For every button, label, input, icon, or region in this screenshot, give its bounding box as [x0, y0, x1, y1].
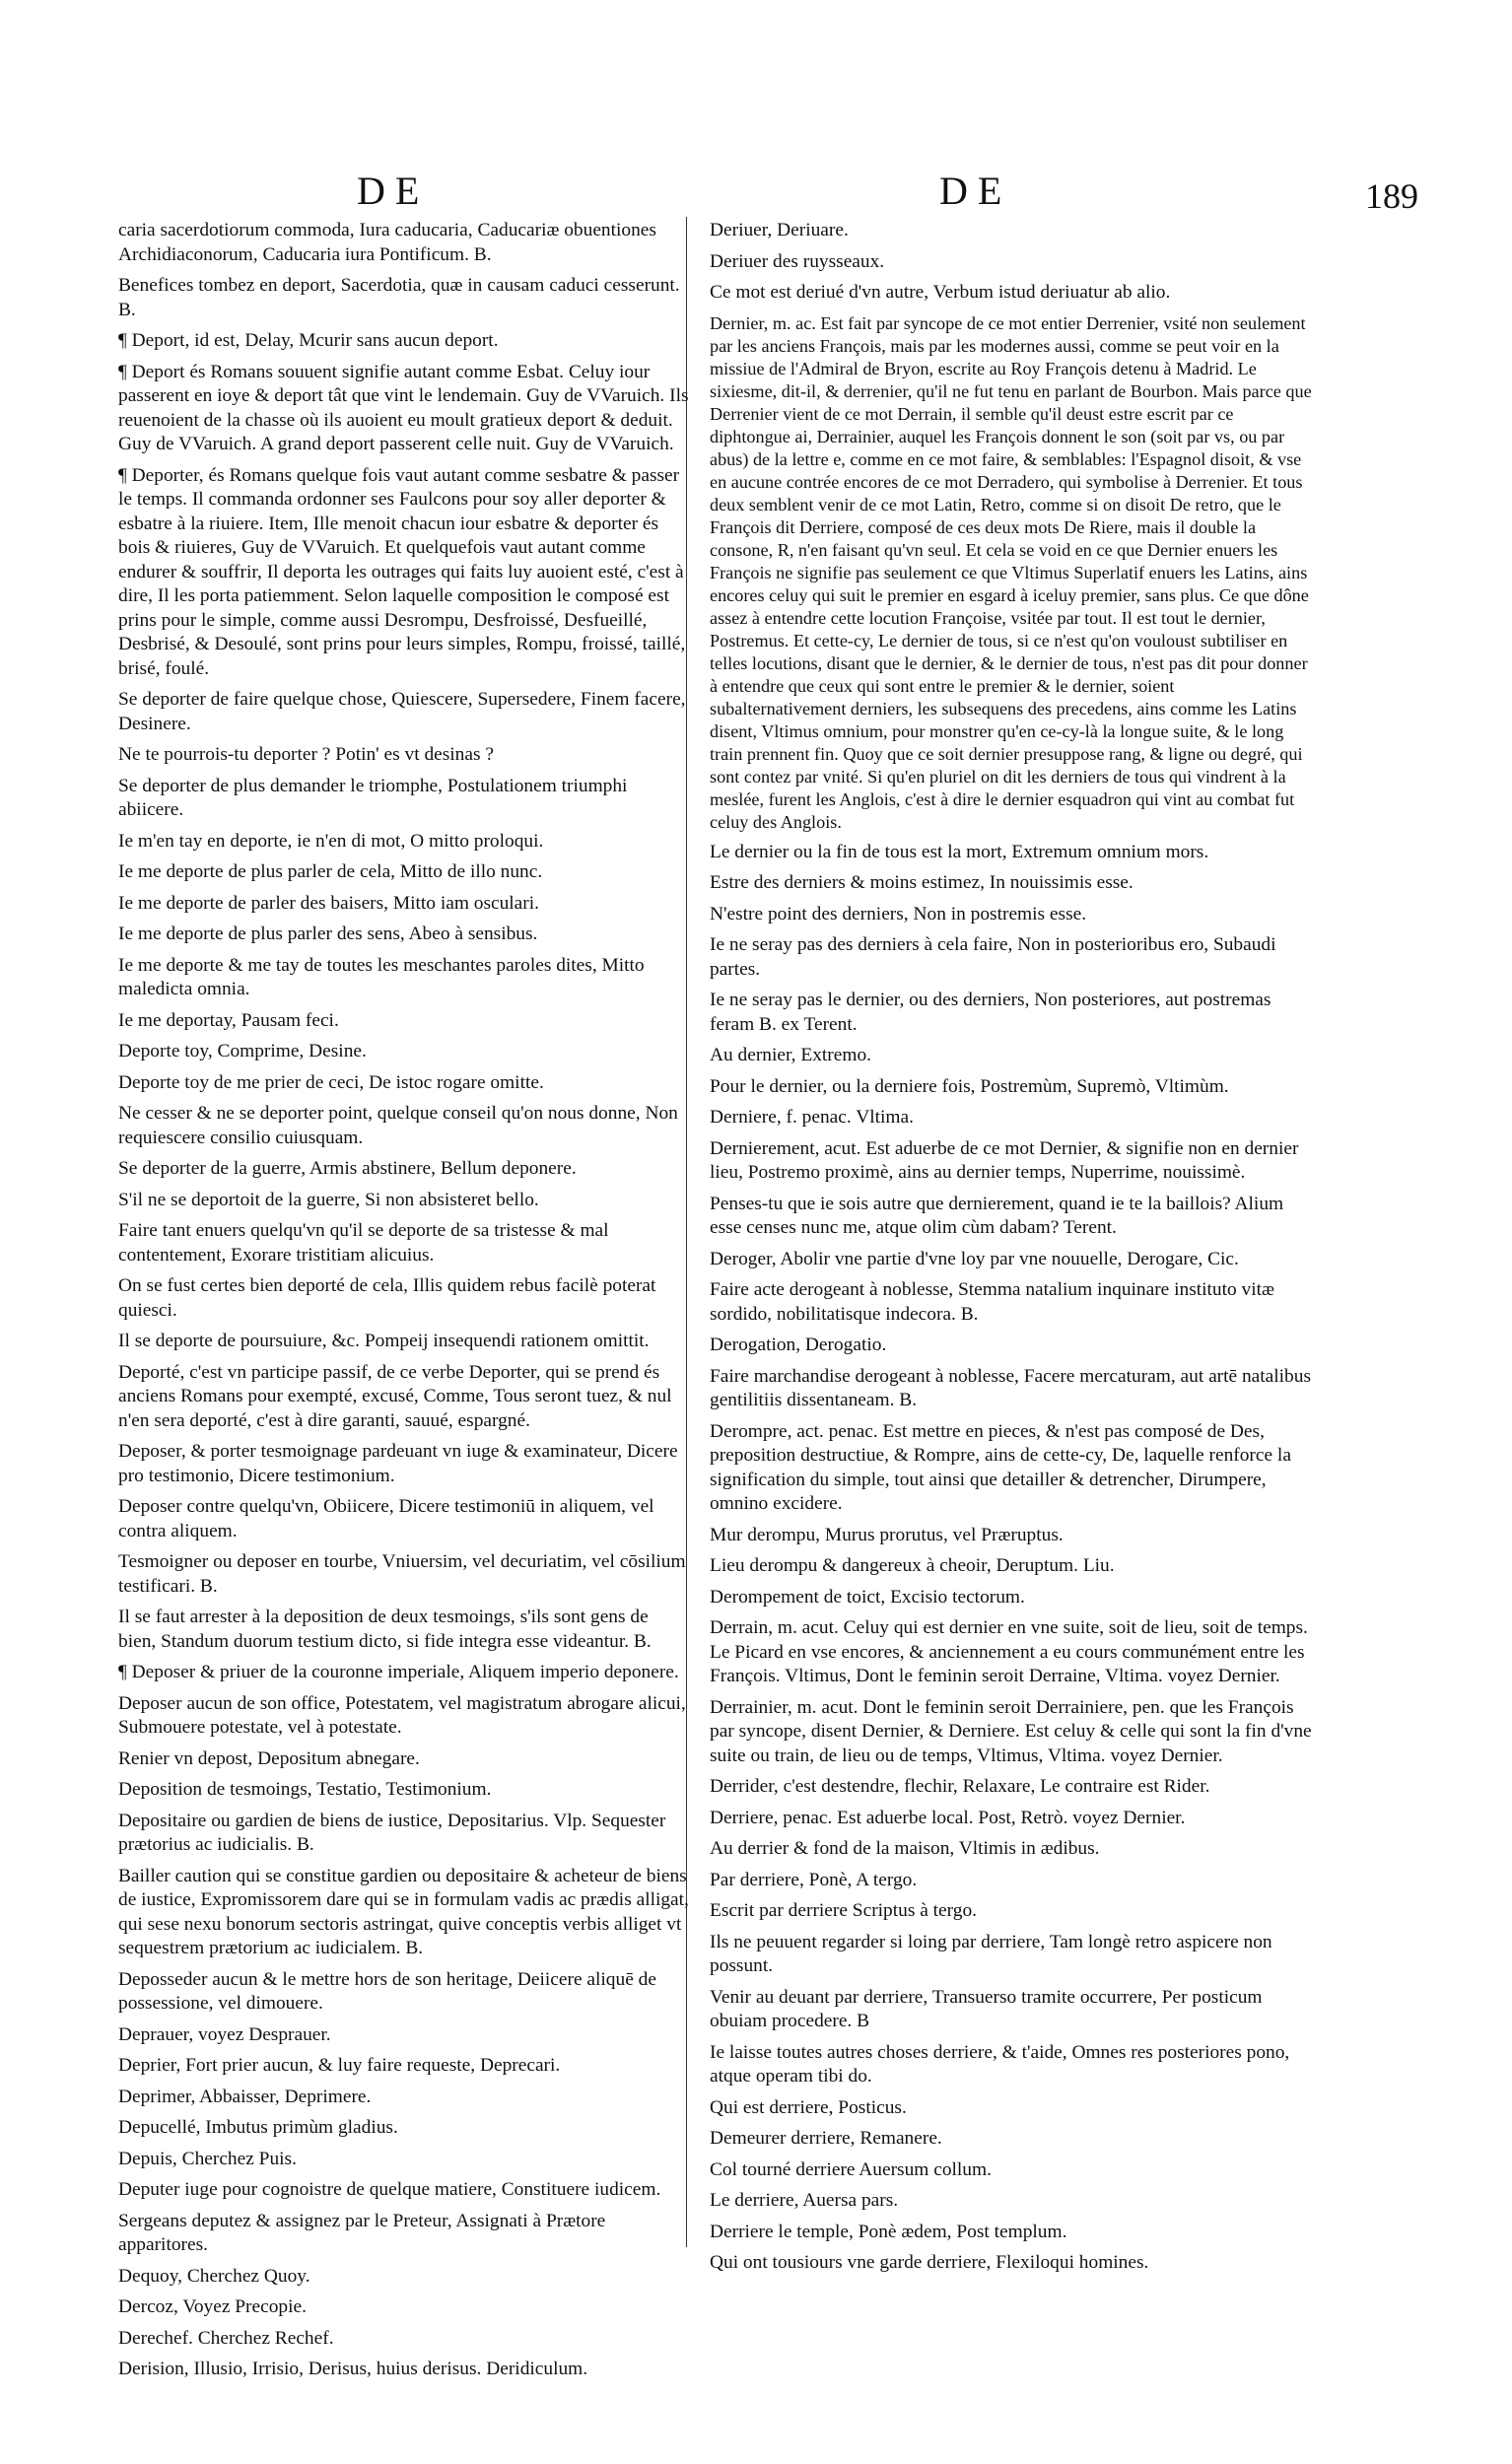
dictionary-entry: Deprauer, voyez Desprauer.	[118, 2023, 331, 2045]
dictionary-entry: Ie ne seray pas le dernier, ou des derniers, Non posteriores, aut postremas feram B. ex Terent.	[710, 990, 1271, 1035]
dictionary-entry: Derision, Illusio, Irrisio, Derisus, huius derisus. Deridiculum.	[118, 2359, 588, 2379]
dictionary-entry: Dernier, m. ac. Est fait par syncope de ce mot entier Derrenier, vsité non seulement par les anciens François, mais par les modernes aussi, comme se peut voir en la missiue de l'Admiral de Bryon, escrite au Roy François detenu à Madrid. Le sixiesme, dit-il, & derrenier, qu'il ne fut tenu en parlant de Bourbon. Mais parce que Derrenier vient de ce mot Derrain, il semble qu'il deust estre escrit par ce diphtongue ai, Derrainier, auquel les François donnent le son (soit par vs, ou par abus) de la lettre e, comme en ce mot faire, & semblables: l'Espagnol disoit, & vse en aucune contrée encores de ce mot Derradero, qui symbolise à Derrenier. Et tous deux semblent venir de ce mot Latin, Retro, comme si on disoit De retro, que le François dit Derriere, composé de ces deux mots De Riere, mais il double la consone, R, n'en faisant qu'vn seul. Et cela se void en ce que Dernier enuers les François ne signifie pas seulement ce que Vltimus Superlatif enuers les Latins, ains encores celuy qui suit le premier en esgard à iceluy premier, sans plus. Ce que dône assez à entendre cette locution Françoise, vsitée par tout. Il est tout le dernier, Postremus. Et cette-cy, Le dernier de tous, si ce n'est qu'on vouloust subtiliser en telles locutions, disant que le dernier, & le dernier de tous, n'est pas dit pour donner à entendre que ceux qui sont entre le premier & le dernier, soient subalternativement derniers, les subsequens des precedens, ains comme les Latins disent, Vltimus omnium, pour monstrer qu'en ce-cy-là la longue suite, & le long train prennent fin. Quoy que ce soit dernier presuppose rang, & ligne ou degré, qui sont contez par vnité. Si qu'en pluriel on dit les derniers de tous qui vindrent à la meslée, furent les Anglois, c'est à dire le dernier esquadron qui vint au combat fut celuy des Anglois.	[710, 312, 1312, 832]
dictionary-entry: Le dernier ou la fin de tous est la mort, Extremum omnium mors.	[710, 841, 1209, 862]
dictionary-entry: Depuis, Cherchez Puis.	[118, 2148, 297, 2169]
dictionary-entry: Depucellé, Imbutus primùm gladius.	[118, 2117, 398, 2138]
dictionary-entry: Deputer iuge pour cognoistre de quelque matiere, Constituere iudicem.	[118, 2179, 661, 2200]
dictionary-entry: Deprimer, Abbaisser, Deprimere.	[118, 2086, 372, 2107]
dictionary-entry: Faire marchandise derogeant à noblesse, Facere mercaturam, aut artē natalibus gentilitiis dissentaneam. B.	[710, 1365, 1311, 1410]
dictionary-entry: Deriuer des ruysseaux.	[710, 250, 885, 272]
dictionary-entry: Deporté, c'est vn participe passif, de ce verbe Deporter, qui se prend és anciens Romans pour exempté, excusé, Comme, Tous seront tuez, & nul n'en sera deporté, c'est à dire garanti, sauué, espargné.	[118, 1361, 672, 1431]
dictionary-entry: Derompement de toict, Excisio tectorum.	[710, 1586, 1025, 1608]
dictionary-entry: Ie m'en tay en deporte, ie n'en di mot, O mitto proloqui.	[118, 830, 544, 852]
running-head-left: DE	[357, 169, 430, 213]
left-column	[118, 219, 690, 2389]
dictionary-entry: Deporte toy de me prier de ceci, De istoc rogare omitte.	[118, 1071, 544, 1093]
dictionary-entry: Dercoz, Voyez Precopie.	[118, 2296, 307, 2317]
dictionary-entry: Derrain, m. acut. Celuy qui est dernier en vne suite, soit de lieu, soit de temps. Le Picard en vse encores, & anciennement a eu cours communément entre les François. Vltimus, Dont le feminin seroit Derraine, Vltima. voyez Dernier.	[710, 1617, 1308, 1686]
dictionary-entry: Ie laisse toutes autres choses derriere, & t'aide, Omnes res posteriores pono, atque operam tibi do.	[710, 2041, 1290, 2087]
right-column	[710, 219, 1313, 2283]
dictionary-entry: Ie ne seray pas des derniers à cela faire, Non in posterioribus ero, Subaudi partes.	[710, 934, 1276, 980]
dictionary-entry: Ie me deporte de plus parler de cela, Mitto de illo nunc.	[118, 861, 543, 882]
dictionary-entry: Au dernier, Extremo.	[710, 1045, 871, 1065]
dictionary-entry: Penses-tu que ie sois autre que dernierement, quand ie te la baillois? Alium esse censes nunc me, atque olim cùm dabam? Terent.	[710, 1193, 1284, 1238]
dictionary-entry: Ne te pourrois-tu deporter ? Potin' es vt desinas ?	[118, 744, 494, 765]
running-head-right: DE	[939, 169, 1012, 213]
dictionary-entry: Par derriere, Ponè, A tergo.	[710, 1869, 918, 1890]
dictionary-entry: Ce mot est deriué d'vn autre, Verbum istud deriuatur ab alio.	[710, 282, 1171, 303]
dictionary-entry: Ie me deportay, Pausam feci.	[118, 1009, 339, 1031]
dictionary-entry: Derrider, c'est destendre, flechir, Relaxare, Le contraire est Rider.	[710, 1776, 1210, 1797]
dictionary-entry: Deprier, Fort prier aucun, & luy faire requeste, Deprecari.	[118, 2055, 561, 2076]
dictionary-entry: Se deporter de la guerre, Armis abstinere, Bellum deponere.	[118, 1158, 577, 1179]
dictionary-entry: ¶ Deporter, és Romans quelque fois vaut autant comme sesbatre & passer le temps. Il commanda ordonner ses Faulcons pour soy aller deporter & esbatre à la riuiere. Item, Ille menoit chacun iour esbatre & deporter és bois & riuieres, Guy de VVaruich. Et quelquefois vaut autant comme endurer & souffrir, Il deporta les outrages qui faits luy auoient esté, c'est à dire, Il les porta patiemment. Selon laquelle composition le composé est prins pour le simple, comme aussi Desrompu, Desfroissé, Desfueillé, Desbrisé, & Desoulé, sont prins pour leurs simples, Rompu, froissé, taillé, brisé, foulé.	[118, 464, 686, 679]
dictionary-entry: Ie me deporte de plus parler des sens, Abeo à sensibus.	[118, 924, 538, 944]
dictionary-entry: Mur derompu, Murus prorutus, vel Præruptus.	[710, 1524, 1064, 1545]
dictionary-entry: Deposseder aucun & le mettre hors de son heritage, Deiicere aliquē de possessione, vel dimouere.	[118, 1968, 656, 2014]
dictionary-entry: Deriuer, Deriuare.	[710, 220, 849, 240]
dictionary-entry: Se deporter de faire quelque chose, Quiescere, Supersedere, Finem facere, Desinere.	[118, 689, 686, 734]
dictionary-entry: Il se deporte de poursuiure, &c. Pompeij insequendi rationem omittit.	[118, 1331, 650, 1351]
page-number: 189	[1365, 176, 1418, 216]
dictionary-entry: Tesmoigner ou deposer en tourbe, Vniuersim, vel decuriatim, vel cōsilium testificari. B.	[118, 1551, 686, 1597]
dictionary-entry: Derriere, penac. Est aduerbe local. Post, Retrò. voyez Dernier.	[710, 1807, 1186, 1828]
dictionary-entry: Escrit par derriere Scriptus à tergo.	[710, 1900, 978, 1921]
dictionary-entry: Ie me deporte de parler des baisers, Mitto iam osculari.	[118, 892, 539, 914]
dictionary-entry: Derrainier, m. acut. Dont le feminin seroit Derrainiere, pen. que les François par syncope, disent Dernier, & Derniere. Est celuy & celle qui sont la fin d'vne suite ou train, de lieu ou de temps, Vltimus, Vltima. voyez Dernier.	[710, 1696, 1312, 1766]
dictionary-entry: Deposition de tesmoings, Testatio, Testimonium.	[118, 1779, 492, 1800]
dictionary-entry: N'estre point des derniers, Non in postremis esse.	[710, 903, 1087, 924]
dictionary-entry: Faire tant enuers quelqu'vn qu'il se deporte de sa tristesse & mal contentement, Exorare tristitiam alicuius.	[118, 1220, 609, 1266]
dictionary-entry: Depositaire ou gardien de biens de iustice, Depositarius. Vlp. Sequester prætorius ac iudicialis. B.	[118, 1810, 666, 1855]
dictionary-entry: Derriere le temple, Ponè ædem, Post templum.	[710, 2221, 1067, 2242]
dictionary-entry: Deposer contre quelqu'vn, Obiicere, Dicere testimoniū in aliquem, vel contra aliquem.	[118, 1496, 654, 1541]
dictionary-entry: Deroger, Abolir vne partie d'vne loy par vne nouuelle, Derogare, Cic.	[710, 1248, 1239, 1269]
dictionary-entry: Benefices tombez en deport, Sacerdotia, quæ in causam caduci cesserunt. B.	[118, 275, 680, 320]
dictionary-entry: Estre des derniers & moins estimez, In nouissimis esse.	[710, 872, 1134, 893]
dictionary-entry: Col tourné derriere Auersum collum.	[710, 2158, 992, 2180]
dictionary-entry: Le derriere, Auersa pars.	[710, 2190, 899, 2211]
dictionary-entry: Ils ne peuuent regarder si loing par derriere, Tam longè retro aspicere non possunt.	[710, 1931, 1272, 1976]
dictionary-entry: Il se faut arrester à la deposition de deux tesmoings, s'ils sont gens de bien, Standum duorum testium dicto, si fide integra esse videantur. B.	[118, 1607, 652, 1652]
dictionary-entry: Lieu derompu & dangereux à cheoir, Deruptum. Liu.	[710, 1555, 1115, 1576]
dictionary-entry: Dernierement, acut. Est aduerbe de ce mot Dernier, & signifie non en dernier lieu, Postremo proximè, ains au dernier temps, Nuperrime, nouissimè.	[710, 1137, 1299, 1183]
dictionary-entry: Se deporter de plus demander le triomphe, Postulationem triumphi abiicere.	[118, 775, 628, 820]
dictionary-entry: Sergeans deputez & assignez par le Preteur, Assignati à Prætore apparitores.	[118, 2210, 606, 2255]
dictionary-entry: Deporte toy, Comprime, Desine.	[118, 1041, 367, 1061]
dictionary-entry: ¶ Deport és Romans souuent signifie autant comme Esbat. Celuy iour passerent en ioye & deport tât que vint le lendemain. Guy de VVaruich. Ils reuenoient de la chasse où ils auoient eu moult gratieux deport & deduit. Guy de VVaruich. A grand deport passerent celle nuit. Guy de VVaruich.	[118, 361, 689, 454]
dictionary-entry: Pour le dernier, ou la derniere fois, Postremùm, Supremò, Vltimùm.	[710, 1075, 1229, 1097]
dictionary-entry: Au derrier & fond de la maison, Vltimis in ædibus.	[710, 1838, 1100, 1859]
dictionary-entry: Ne cesser & ne se deporter point, quelque conseil qu'on nous donne, Non requiescere consilio cuiusquam.	[118, 1103, 678, 1148]
dictionary-entry: Derniere, f. penac. Vltima.	[710, 1107, 914, 1128]
dictionary-entry: Renier vn depost, Depositum abnegare.	[118, 1747, 420, 1769]
dictionary-entry: Derompre, act. penac. Est mettre en pieces, & n'est pas composé de Des, preposition destructiue, & Rompre, ains de cette-cy, De, laquelle renforce la signification du simple, tout ainsi que detailler & detrencher, Dirumpere, omnino excidere.	[710, 1420, 1291, 1514]
dictionary-entry: ¶ Deport, id est, Delay, Mcurir sans aucun deport.	[118, 330, 499, 351]
dictionary-entry: Dequoy, Cherchez Quoy.	[118, 2265, 310, 2287]
dictionary-entry: Qui est derriere, Posticus.	[710, 2096, 907, 2118]
dictionary-entry: On se fust certes bien deporté de cela, Illis quidem rebus facilè poterat quiesci.	[118, 1275, 656, 1321]
dictionary-entry: Ie me deporte & me tay de toutes les meschantes paroles dites, Mitto maledicta omnia.	[118, 954, 645, 999]
dictionary-entry: Deposer, & porter tesmoignage pardeuant vn iuge & examinateur, Dicere pro testimonio, Dicere testimonium.	[118, 1441, 678, 1486]
dictionary-entry: Deposer aucun de son office, Potestatem, vel magistratum abrogare alicui, Submouere potestate, vel à potestate.	[118, 1692, 686, 1738]
dictionary-entry: Demeurer derriere, Remanere.	[710, 2128, 942, 2149]
dictionary-entry: Faire acte derogeant à noblesse, Stemma natalium inquinare instituto vitæ sordido, nobilitatisque indecora. B.	[710, 1279, 1274, 1325]
dictionary-entry: Qui ont tousiours vne garde derriere, Flexiloqui homines.	[710, 2252, 1149, 2273]
dictionary-entry: ¶ Deposer & priuer de la couronne imperiale, Aliquem imperio deponere.	[118, 1662, 679, 1682]
dictionary-entry: Bailler caution qui se constitue gardien ou depositaire & acheteur de biens de iustice, Expromissorem dare qui se in formulam vadis ac prædis alligat, qui sese nexu bonorum sectoris astringat, quive conceptis verbis alliget vt sequestrem prætorium ac iudicialem. B.	[118, 1865, 689, 1958]
dictionary-entry: Venir au deuant par derriere, Transuerso tramite occurrere, Per posticum obuiam procedere. B	[710, 1986, 1263, 2031]
dictionary-entry: Derechef. Cherchez Rechef.	[118, 2327, 334, 2349]
dictionary-entry: Derogation, Derogatio.	[710, 1335, 887, 1355]
dictionary-entry: S'il ne se deportoit de la guerre, Si non absisteret bello.	[118, 1189, 539, 1210]
dictionary-entry: caria sacerdotiorum commoda, Iura caducaria, Caducariæ obuentiones Archidiaconorum, Caducaria iura Pontificum. B.	[118, 220, 656, 265]
